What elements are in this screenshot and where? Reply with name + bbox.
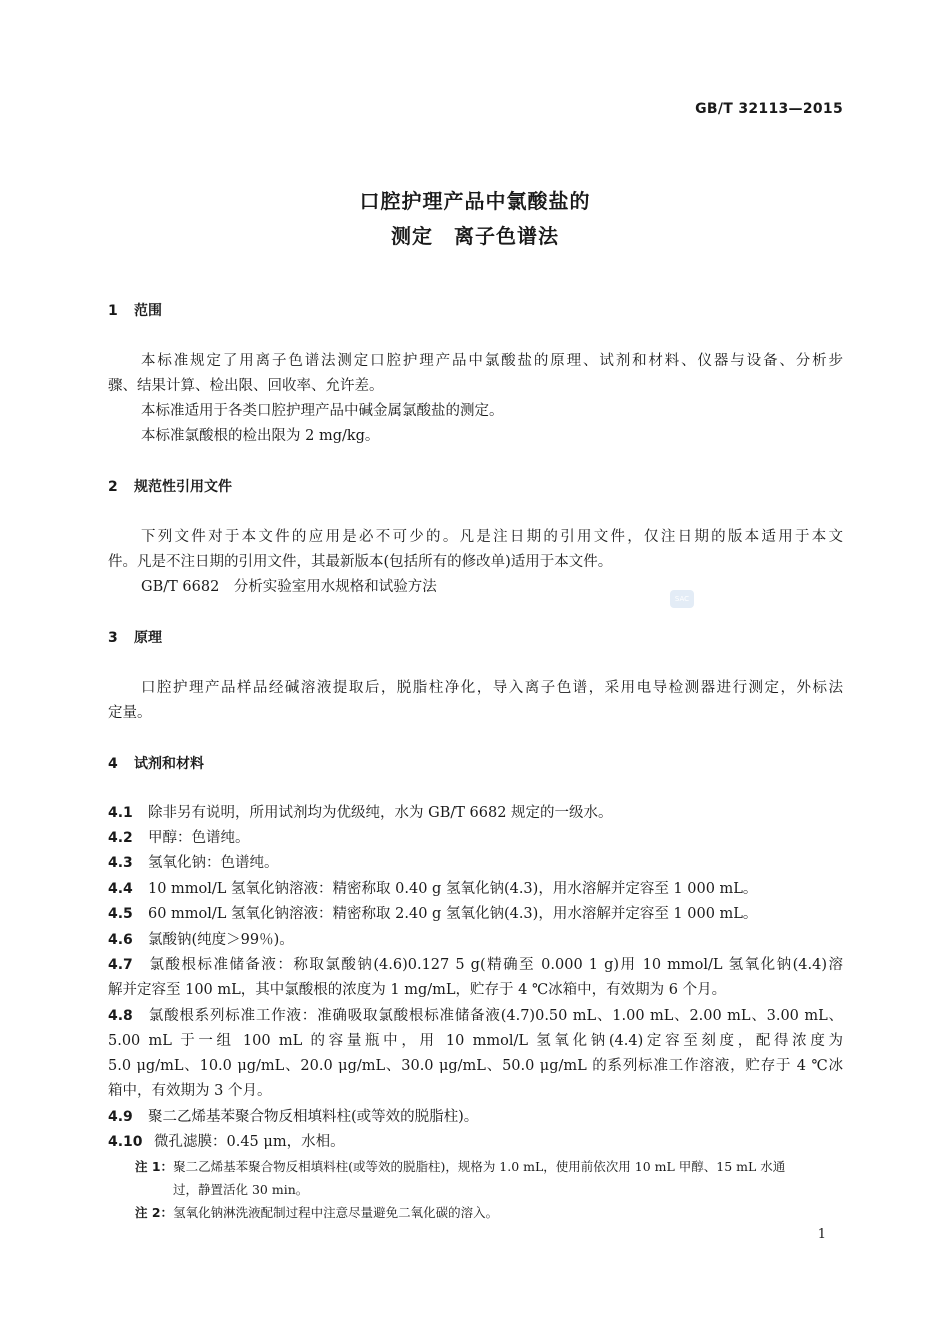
page-number: 1 [817, 1227, 826, 1242]
section-title: 规范性引用文件 [134, 479, 232, 495]
item-number: 4.6 [108, 932, 133, 948]
item-number: 4.4 [108, 881, 133, 897]
paragraph-line: 口腔护理产品样品经碱溶液提取后，脱脂柱净化，导入离子色谱，采用电导检测器进行测定，外标法 [141, 680, 843, 696]
paragraph-line: 件。凡是不注日期的引用文件，其最新版本(包括所有的修改单)适用于本文件。 [108, 554, 613, 570]
standard-code: GB/T 32113—2015 [695, 101, 843, 117]
item-text: 氯酸根系列标准工作液：准确吸取氯酸根标准储备液(4.7)0.50 mL、1.00 mL、2.00 mL、3.00 mL、 [148, 1008, 843, 1024]
item-4-7 [108, 953, 843, 974]
section-title: 原理 [134, 630, 162, 646]
section-title: 试剂和材料 [134, 756, 204, 772]
paragraph-line: 下列文件对于本文件的应用是必不可少的。凡是注日期的引用文件，仅注日期的版本适用于本文 [141, 529, 843, 545]
item-continuation: 箱中，有效期为 3 个月。 [108, 1083, 272, 1099]
section-4-heading [108, 753, 204, 773]
item-continuation: 解并定容至 100 mL，其中氯酸根的浓度为 1 mg/mL，贮存于 4 ℃冰箱中，有效期为 6 个月。 [108, 982, 727, 998]
note-text: 氢氧化钠淋洗液配制过程中注意尽量避免二氧化碳的溶入。 [173, 1205, 499, 1220]
item-text: 甲醇：色谱纯。 [148, 830, 250, 846]
item-4-4 [108, 877, 757, 898]
paragraph-line: 定量。 [108, 705, 152, 721]
item-4-3 [108, 851, 279, 872]
item-number: 4.10 [108, 1134, 143, 1150]
item-4-1 [108, 801, 613, 822]
paragraph-line: 骤、结果计算、检出限、回收率、允许差。 [108, 378, 384, 394]
item-continuation: 5.00 mL 于一组 100 mL 的容量瓶中，用 10 mmol/L 氢氧化钠(4.4)定容至刻度，配得浓度为 [108, 1033, 843, 1049]
section-2-heading [108, 476, 232, 496]
title-line-2: 测定 离子色谱法 [391, 224, 559, 248]
item-4-5 [108, 902, 757, 923]
note-continuation: 过，静置活化 30 min。 [173, 1182, 309, 1197]
item-4-6 [108, 928, 294, 949]
item-number: 4.3 [108, 855, 133, 871]
note-1 [135, 1157, 785, 1175]
item-4-2 [108, 826, 250, 847]
sac-watermark: SAC [670, 590, 694, 608]
item-continuation: 5.0 μg/mL、10.0 μg/mL、20.0 μg/mL、30.0 μg/mL、50.0 μg/mL 的系列标准工作溶液，贮存于 4 ℃冰 [108, 1058, 843, 1074]
note-label: 注 2： [135, 1205, 174, 1220]
section-title: 范围 [134, 303, 162, 319]
item-number: 4.5 [108, 906, 133, 922]
item-number: 4.7 [108, 957, 133, 973]
item-number: 4.8 [108, 1008, 133, 1024]
note-2 [135, 1203, 498, 1221]
item-4-9 [108, 1105, 478, 1126]
item-text: 氯酸钠(纯度＞99％)。 [148, 932, 294, 948]
item-text: 微孔滤膜：0.45 μm，水相。 [154, 1134, 345, 1150]
section-3-heading [108, 627, 162, 647]
item-number: 4.1 [108, 805, 133, 821]
normative-reference: GB/T 6682 分析实验室用水规格和试验方法 [141, 579, 437, 595]
note-label: 注 1： [135, 1159, 174, 1174]
item-number: 4.9 [108, 1109, 133, 1125]
paragraph-line: 本标准氯酸根的检出限为 2 mg/kg。 [141, 428, 380, 444]
item-text: 10 mmol/L 氢氧化钠溶液：精密称取 0.40 g 氢氧化钠(4.3)，用水溶解并定容至 1 000 mL。 [148, 881, 758, 897]
title-line-1: 口腔护理产品中氯酸盐的 [359, 189, 591, 213]
paragraph-line: 本标准适用于各类口腔护理产品中碱金属氯酸盐的测定。 [141, 403, 504, 419]
item-number: 4.2 [108, 830, 133, 846]
section-number: 1 [108, 303, 118, 319]
section-number: 3 [108, 630, 118, 646]
item-text: 氯酸根标准储备液：称取氯酸钠(4.6)0.127 5 g(精确至 0.000 1 g)用 10 mmol/L 氢氧化钠(4.4)溶 [148, 957, 843, 973]
note-text: 聚二乙烯基苯聚合物反相填料柱(或等效的脱脂柱)，规格为 1.0 mL，使用前依次用 10 mL 甲醇、15 mL 水通 [173, 1159, 786, 1174]
section-1-heading [108, 300, 162, 320]
item-4-10 [108, 1130, 345, 1151]
section-number: 2 [108, 479, 118, 495]
item-text: 聚二乙烯基苯聚合物反相填料柱(或等效的脱脂柱)。 [148, 1109, 479, 1125]
section-number: 4 [108, 756, 118, 772]
item-text: 除非另有说明，所用试剂均为优级纯，水为 GB/T 6682 规定的一级水。 [148, 805, 613, 821]
paragraph-line: 本标准规定了用离子色谱法测定口腔护理产品中氯酸盐的原理、试剂和材料、仪器与设备、分析步 [141, 353, 843, 369]
item-text: 60 mmol/L 氢氧化钠溶液：精密称取 2.40 g 氢氧化钠(4.3)，用水溶解并定容至 1 000 mL。 [148, 906, 758, 922]
item-4-8 [108, 1004, 843, 1025]
item-text: 氢氧化钠：色谱纯。 [148, 855, 279, 871]
